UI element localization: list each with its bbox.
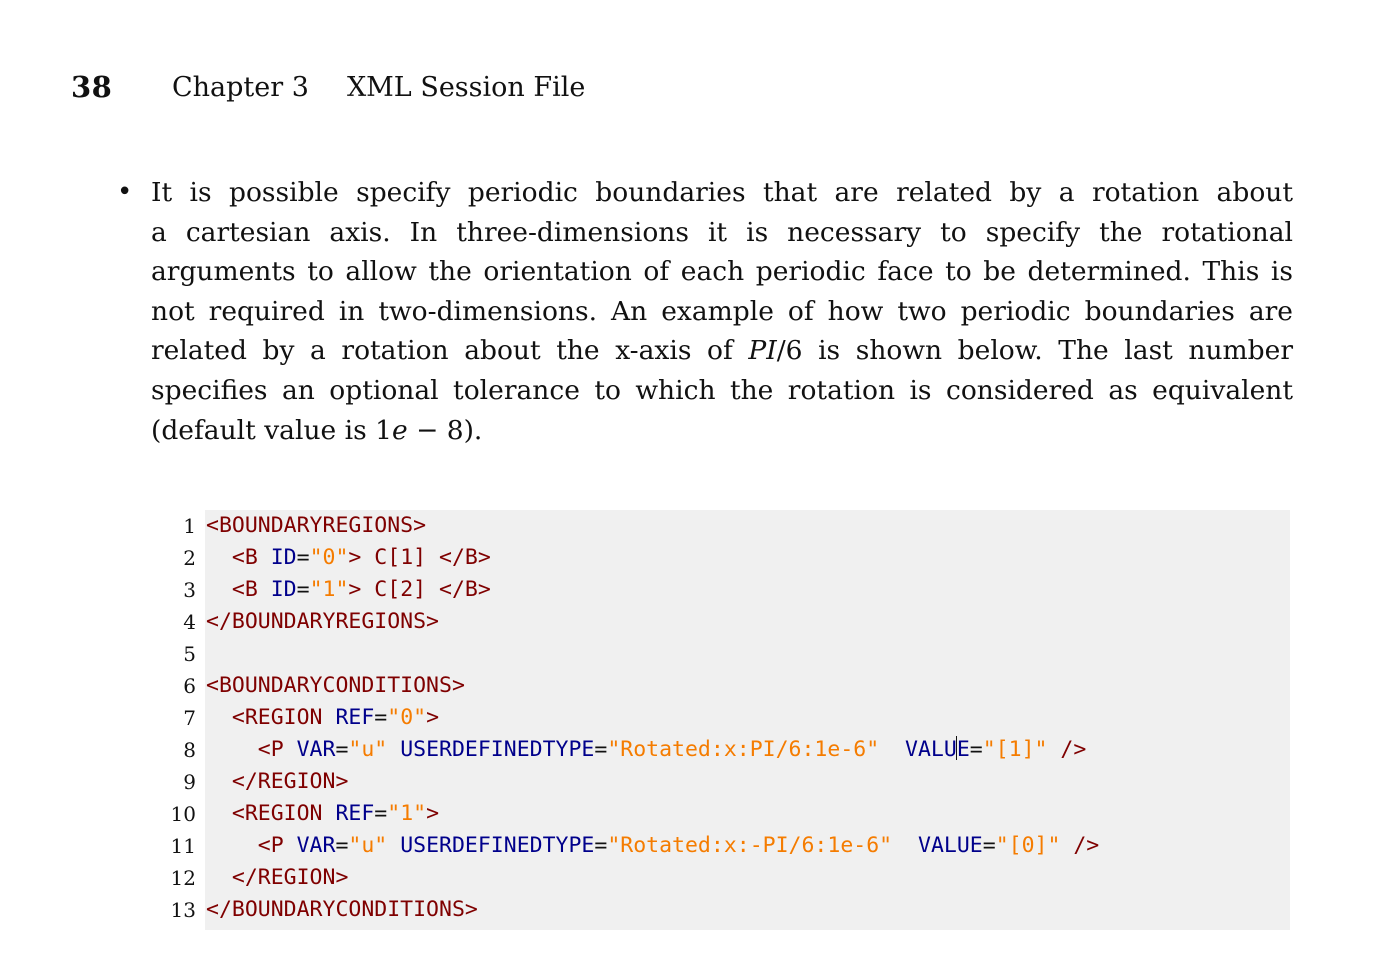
xml-equals: = (296, 577, 310, 602)
xml-tag: <REGION (206, 801, 336, 826)
code-text (206, 606, 439, 638)
page-number: 38 (71, 70, 113, 104)
code-text (206, 830, 1099, 862)
xml-tag: </BOUNDARYREGIONS> (206, 609, 439, 634)
line-number: 9 (183, 770, 196, 794)
xml-equals: = (982, 833, 996, 858)
whitespace (387, 737, 400, 762)
xml-tag: </REGION> (206, 865, 349, 890)
code-text (206, 734, 1086, 766)
xml-tag: /> (1060, 833, 1100, 858)
math-e: e (391, 414, 408, 446)
text-line: not required in two-dimensions. An example of how two periodic boundaries are (151, 295, 1293, 327)
xml-tag: <B (206, 545, 271, 570)
code-line (0, 734, 1386, 766)
whitespace (879, 737, 905, 762)
xml-tag: <P (206, 737, 297, 762)
text-line: It is possible specify periodic boundaries that are related by a rotation about (151, 177, 1293, 208)
xml-equals: = (335, 833, 349, 858)
line-number: 1 (183, 514, 196, 538)
text-span: − 8). (407, 414, 483, 446)
xml-attribute: ID (270, 577, 297, 602)
xml-attribute: USERDEFINEDTYPE (400, 737, 595, 762)
xml-attribute: USERDEFINEDTYPE (400, 833, 595, 858)
line-number: 3 (183, 578, 196, 602)
xml-tag: </BOUNDARYCONDITIONS> (206, 897, 478, 922)
xml-equals: = (374, 801, 388, 826)
line-number: 11 (170, 834, 196, 858)
xml-tag: > (426, 801, 440, 826)
paragraph-text (151, 173, 1293, 450)
code-line (0, 510, 1386, 542)
line-number: 6 (183, 674, 196, 698)
xml-tag: </REGION> (206, 769, 349, 794)
xml-tag: <P (206, 833, 297, 858)
text-line: arguments to allow the orientation of each periodic face to be determined. This is (151, 256, 1293, 288)
code-text (206, 702, 439, 734)
xml-equals: = (335, 737, 349, 762)
code-line (0, 894, 1386, 926)
line-number: 5 (183, 642, 196, 666)
code-line (0, 702, 1386, 734)
xml-string: "1" (387, 801, 427, 826)
xml-tag: <REGION (206, 705, 336, 730)
xml-attribute: REF (335, 705, 375, 730)
xml-attribute: VAR (296, 833, 336, 858)
xml-attribute: VALUE (918, 833, 983, 858)
xml-attribute: REF (335, 801, 375, 826)
xml-equals: = (296, 545, 310, 570)
math-pi: PI (748, 335, 777, 367)
xml-tag: <BOUNDARYCONDITIONS> (206, 673, 465, 698)
text-line: a cartesian axis. In three-dimensions it is necessary to specify the rotational (151, 216, 1293, 248)
text-span: related by a rotation about the x-axis of (151, 335, 749, 367)
xml-string: "u" (348, 737, 388, 762)
chapter-label: Chapter 3 (172, 72, 309, 103)
line-number: 4 (183, 610, 196, 634)
code-line (0, 862, 1386, 894)
xml-string: "[0]" (995, 833, 1061, 858)
line-number: 7 (183, 706, 196, 730)
xml-string: "Rotated:x:PI/6:1e-6" (607, 737, 880, 762)
running-title (172, 72, 585, 103)
code-line (0, 542, 1386, 574)
math-fraction: /6 (776, 335, 803, 367)
line-number: 10 (170, 802, 196, 826)
line-number: 13 (170, 898, 196, 922)
bullet-icon: • (117, 177, 133, 207)
code-text (206, 894, 478, 926)
whitespace (387, 833, 400, 858)
chapter-title: XML Session File (346, 72, 586, 103)
xml-tag: > C[1] </B> (348, 545, 491, 570)
xml-tag: <B (206, 577, 271, 602)
text-span: (default value is 1 (151, 414, 392, 446)
xml-string: "0" (387, 705, 427, 730)
whitespace (892, 833, 918, 858)
code-line (0, 670, 1386, 702)
xml-equals: = (374, 705, 388, 730)
code-text (206, 862, 348, 894)
code-line (0, 766, 1386, 798)
xml-attribute: VAR (296, 737, 336, 762)
xml-string: "Rotated:x:-PI/6:1e-6" (607, 833, 893, 858)
xml-equals: = (594, 833, 608, 858)
xml-tag: > (426, 705, 440, 730)
code-text (206, 798, 439, 830)
text-line (151, 411, 1293, 451)
line-number: 8 (183, 738, 196, 762)
code-line (0, 574, 1386, 606)
xml-tag: > C[2] </B> (348, 577, 491, 602)
code-text (206, 574, 491, 606)
code-text (206, 510, 426, 542)
xml-equals: = (594, 737, 608, 762)
code-text (206, 766, 348, 798)
xml-tag: /> (1047, 737, 1087, 762)
xml-string: "u" (348, 833, 388, 858)
line-number: 12 (170, 866, 196, 890)
code-line (0, 798, 1386, 830)
xml-string: "0" (309, 545, 349, 570)
code-line (0, 638, 1386, 670)
xml-tag: <BOUNDARYREGIONS> (206, 513, 427, 538)
code-line (0, 606, 1386, 638)
text-line: specifies an optional tolerance to which the rotation is considered as equivalent (151, 374, 1293, 406)
code-text (206, 542, 491, 574)
code-line (0, 830, 1386, 862)
text-line (151, 331, 1293, 371)
xml-string: "1" (309, 577, 349, 602)
xml-string: "[1]" (982, 737, 1048, 762)
xml-attribute: E (956, 737, 970, 762)
xml-attribute: VALU (905, 737, 957, 762)
xml-attribute: ID (270, 545, 297, 570)
text-span: is shown below. The last number (802, 335, 1293, 367)
line-number: 2 (183, 546, 196, 570)
xml-equals: = (969, 737, 983, 762)
code-text (206, 670, 465, 702)
